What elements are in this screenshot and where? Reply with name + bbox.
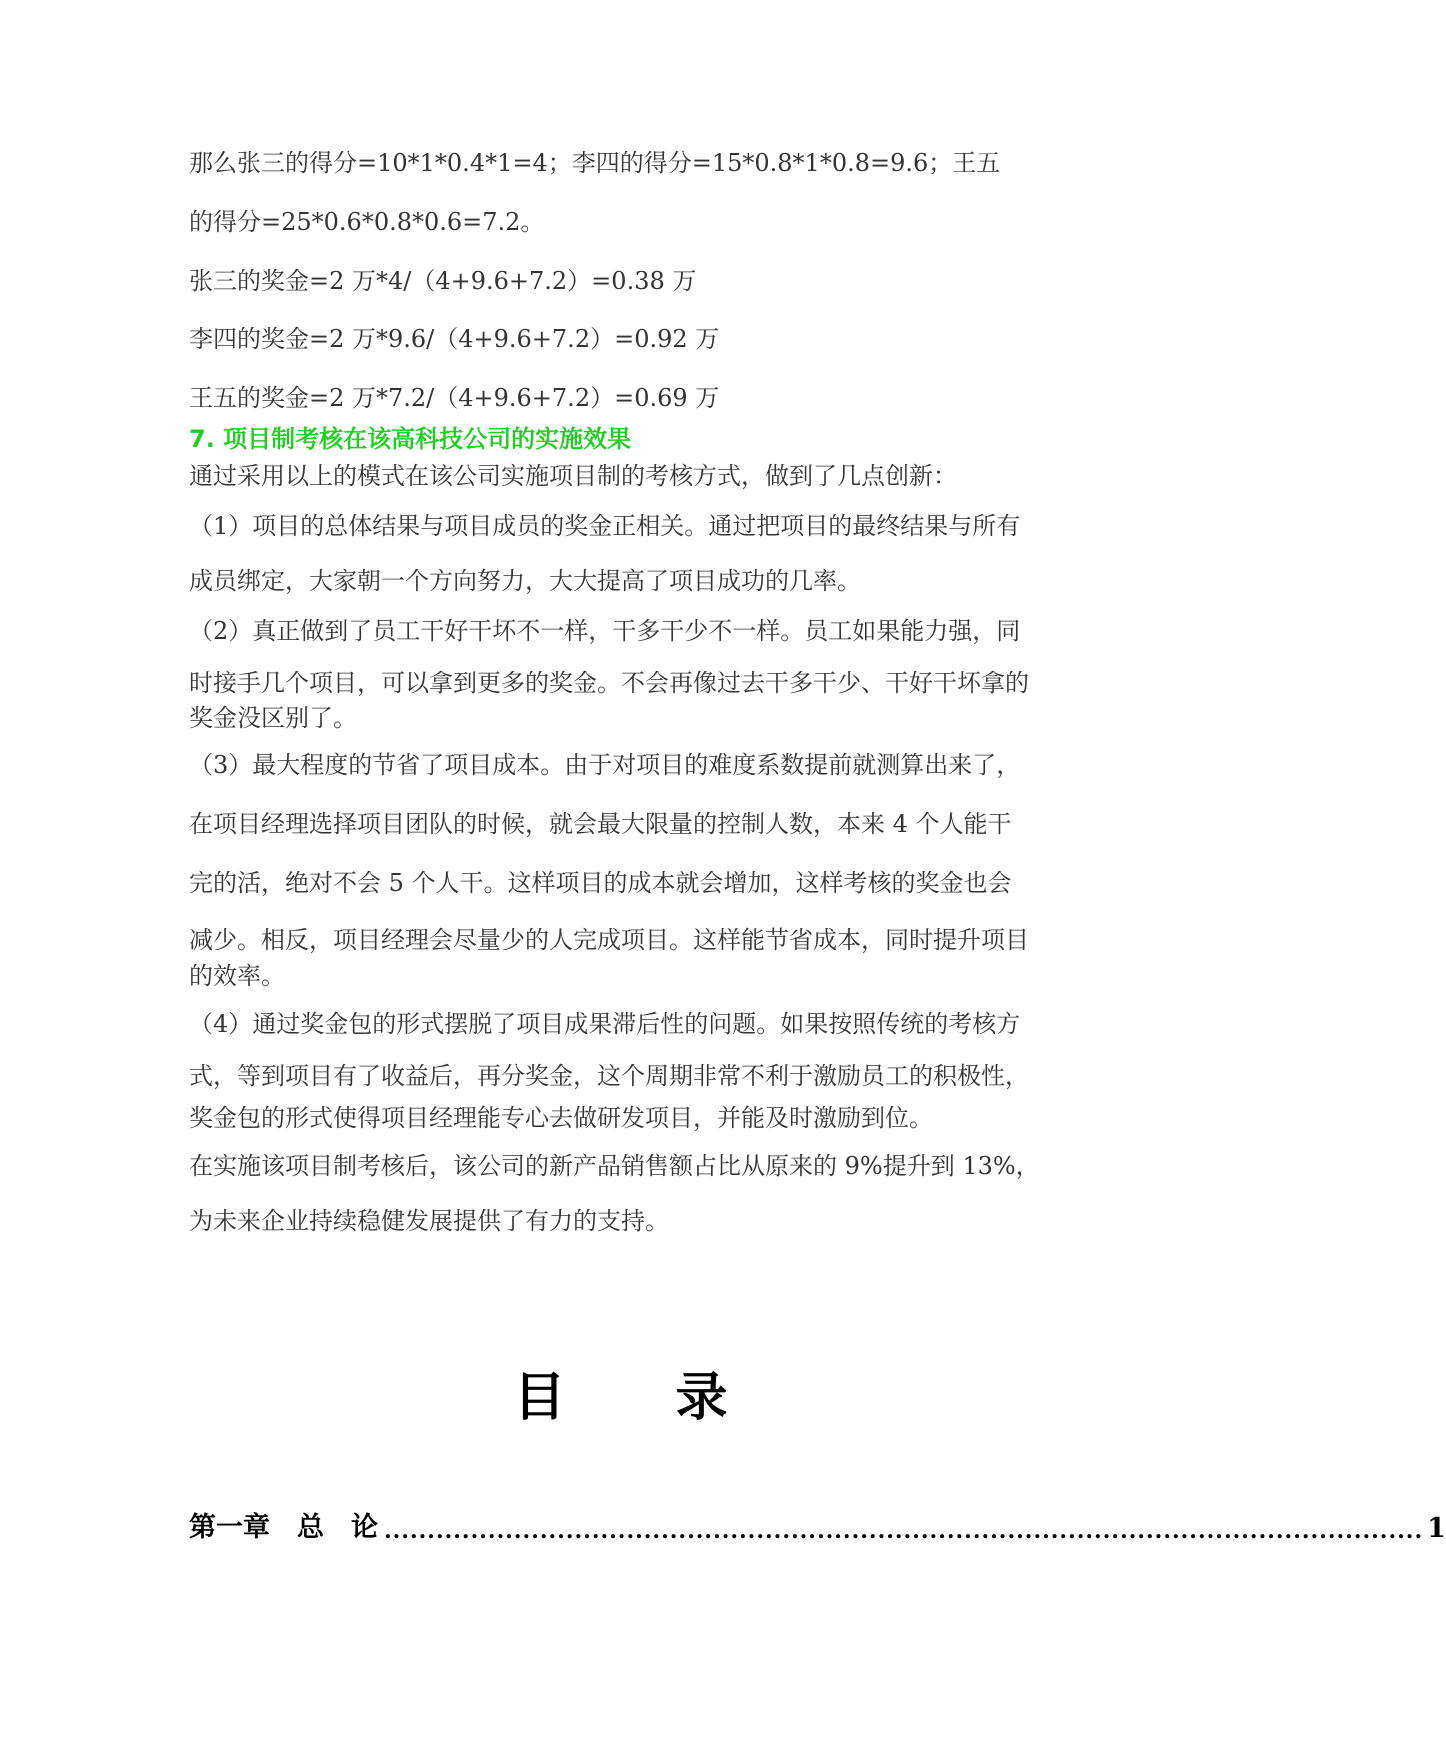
paragraph-line: （4）通过奖金包的形式摆脱了项目成果滞后性的问题。如果按照传统的考核方 (189, 1010, 1021, 1038)
toc-title-left: 目 (513, 1367, 566, 1428)
section-heading: 7. 项目制考核在该高科技公司的实施效果 (189, 425, 632, 453)
paragraph-line: （3）最大程度的节省了项目成本。由于对项目的难度系数提前就测算出来了， (189, 751, 1021, 779)
paragraph-line: （1）项目的总体结果与项目成员的奖金正相关。通过把项目的最终结果与所有 (189, 512, 1021, 540)
toc-entry[interactable] (189, 1505, 1446, 1544)
paragraph-line: 的效率。 (189, 962, 285, 990)
paragraph-line: 通过采用以上的模式在该公司实施项目制的考核方式，做到了几点创新： (189, 462, 957, 490)
paragraph-line: 王五的奖金=2 万*7.2/（4+9.6+7.2）=0.69 万 (189, 384, 720, 412)
paragraph-line: 奖金包的形式使得项目经理能专心去做研发项目，并能及时激励到位。 (189, 1104, 933, 1132)
paragraph-line: 成员绑定，大家朝一个方向努力，大大提高了项目成功的几率。 (189, 567, 861, 595)
toc-entry-label: 第一章 总 论 (189, 1512, 378, 1543)
paragraph-line: 式，等到项目有了收益后，再分奖金，这个周期非常不利于激励员工的积极性， (189, 1062, 1029, 1090)
paragraph-line: 奖金没区别了。 (189, 704, 357, 732)
toc-leader-dots: ........................................................................................................................ (384, 1518, 1424, 1544)
paragraph-line: 那么张三的得分=10*1*0.4*1=4；李四的得分=15*0.8*1*0.8=9.6；王五 (189, 149, 1001, 177)
paragraph-line: （2）真正做到了员工干好干坏不一样，干多干少不一样。员工如果能力强，同 (189, 617, 1021, 645)
paragraph-line: 在实施该项目制考核后，该公司的新产品销售额占比从原来的 9%提升到 13%， (189, 1152, 1040, 1180)
paragraph-line: 张三的奖金=2 万*4/（4+9.6+7.2）=0.38 万 (189, 267, 697, 295)
toc-title-right: 录 (675, 1367, 728, 1428)
toc-entry-page: 1 (1427, 1513, 1446, 1544)
paragraph-line: 为未来企业持续稳健发展提供了有力的支持。 (189, 1207, 669, 1235)
paragraph-line: 的得分=25*0.6*0.8*0.6=7.2。 (189, 208, 545, 236)
paragraph-line: 时接手几个项目，可以拿到更多的奖金。不会再像过去干多干少、干好干坏拿的 (189, 669, 1029, 697)
paragraph-line: 完的活，绝对不会 5 个人干。这样项目的成本就会增加，这样考核的奖金也会 (189, 869, 1012, 897)
paragraph-line: 李四的奖金=2 万*9.6/（4+9.6+7.2）=0.92 万 (189, 325, 720, 353)
toc-title (0, 1355, 1241, 1430)
paragraph-line: 减少。相反，项目经理会尽量少的人完成项目。这样能节省成本，同时提升项目 (189, 926, 1029, 954)
paragraph-line: 在项目经理选择项目团队的时候，就会最大限量的控制人数，本来 4 个人能干 (189, 810, 1012, 838)
